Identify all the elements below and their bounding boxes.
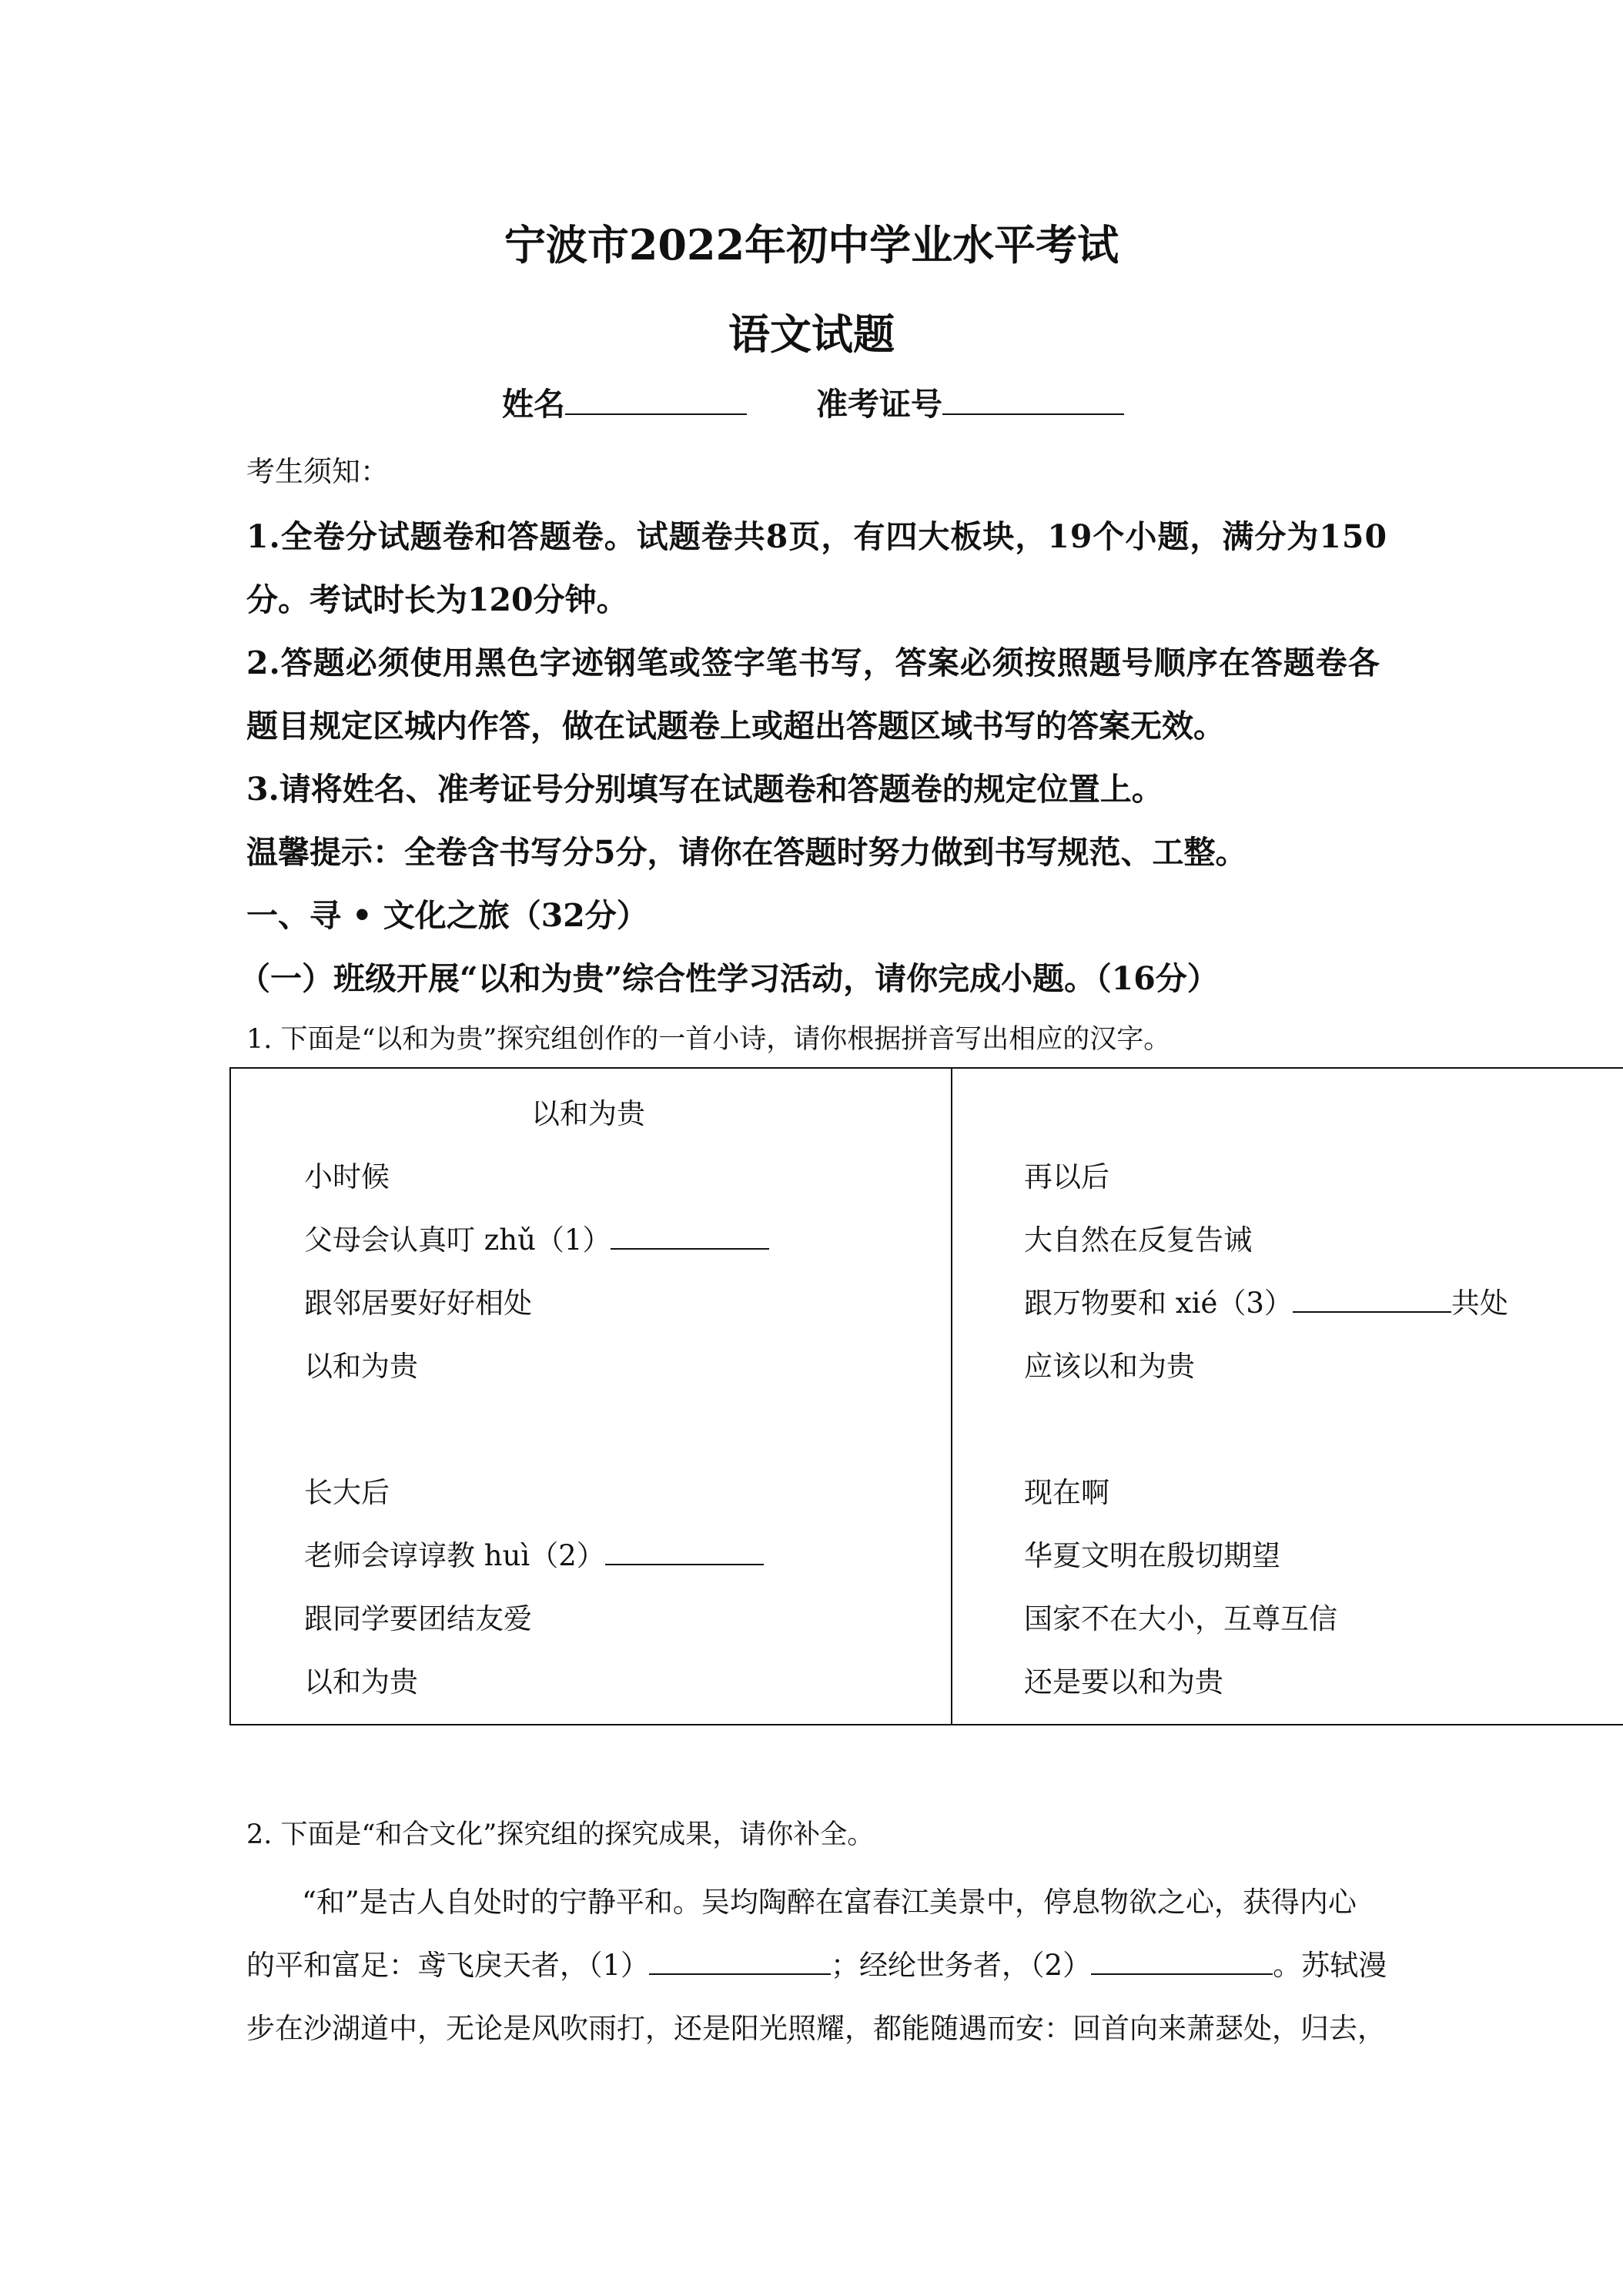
q1-prompt: 1. 下面是“以和为贵”探究组创作的一首小诗，请你根据拼音写出相应的汉字。 xyxy=(246,1024,1171,1055)
poem-right-line-3 xyxy=(1024,1280,1508,1321)
answer-blank-3[interactable] xyxy=(1293,1288,1451,1313)
q2-prompt: 2. 下面是“和合文化”探究组的探究成果，请你补全。 xyxy=(246,1819,875,1850)
poem-right-line-4: 应该以和为贵 xyxy=(1024,1350,1195,1383)
answer-blank-2[interactable] xyxy=(605,1541,764,1565)
q2-line2-part-c: 。苏轼漫 xyxy=(1273,1949,1387,1982)
notice-item2-line2: 题目规定区城内作答，做在试题卷上或超出答题区域书写的答案无效。 xyxy=(246,708,1225,745)
poem-right-line-8: 还是要以和为贵 xyxy=(1024,1665,1223,1699)
q2-line2-part-a: 的平和富足：鸢飞戾天者，（1） xyxy=(246,1949,650,1982)
poem-right-line-5: 现在啊 xyxy=(1024,1476,1109,1509)
notice-item2-line1: 2.答题必须使用黑色字迹钢笔或签字笔书写，答案必须按照题号顺序在答题卷各 xyxy=(246,644,1380,681)
exam-title: 宁波市2022年初中学业水平考试 xyxy=(504,220,1119,269)
poem-table-divider xyxy=(951,1067,952,1725)
q2-paragraph-line-1: “和”是古人自处时的宁静平和。吴均陶醉在富春江美景中，停息物欲之心，获得内心 xyxy=(302,1886,1357,1919)
name-field-row xyxy=(502,379,747,424)
poem-right-line-7: 国家不在大小，互尊互信 xyxy=(1024,1602,1337,1635)
id-field-row xyxy=(816,379,1124,424)
name-blank[interactable] xyxy=(565,390,747,415)
q2-paragraph-line-3: 步在沙湖道中，无论是风吹雨打，还是阳光照耀，都能随遇而安：回首向来萧瑟处，归去， xyxy=(246,2012,1386,2045)
notice-item3: 3.请将姓名、准考证号分别填写在试题卷和答题卷的规定位置上。 xyxy=(246,771,1163,808)
section1-heading: 一、寻 • 文化之旅（32分） xyxy=(246,897,648,934)
id-blank[interactable] xyxy=(942,390,1124,415)
poem-left-line-5: 长大后 xyxy=(304,1476,390,1509)
poem-left-line-2 xyxy=(304,1217,769,1258)
notice-item1-line1: 1.全卷分试题卷和答题卷。试题卷共8页，有四大板块，19个小题，满分为150 xyxy=(246,518,1387,555)
poem-left-line-6 xyxy=(304,1532,764,1574)
notice-item1-line2: 分。考试时长为120分钟。 xyxy=(246,581,628,618)
poem-left-line-4: 以和为贵 xyxy=(304,1350,418,1383)
poem-title: 以和为贵 xyxy=(531,1097,645,1130)
poem-right-line-6: 华夏文明在殷切期望 xyxy=(1024,1539,1280,1572)
notice-tip: 温馨提示：全卷含书写分5分，请你在答题时努力做到书写规范、工整。 xyxy=(246,834,1247,871)
exam-subtitle: 语文试题 xyxy=(728,310,895,359)
q2-answer-blank-1[interactable] xyxy=(649,1950,831,1975)
name-label: 姓名 xyxy=(502,386,565,423)
poem-left-line-6-text: 老师会谆谆教 huì（2） xyxy=(304,1539,605,1572)
notice-heading: 考生须知： xyxy=(246,455,389,488)
poem-right-line-2: 大自然在反复告诫 xyxy=(1024,1223,1252,1257)
q2-answer-blank-2[interactable] xyxy=(1091,1950,1273,1975)
poem-right-line-3-tail: 共处 xyxy=(1451,1287,1508,1320)
poem-left-line-3: 跟邻居要好好相处 xyxy=(304,1287,532,1320)
section1-sub-heading: （一）班级开展“以和为贵”综合性学习活动，请你完成小题。（16分） xyxy=(239,960,1219,997)
poem-right-line-1: 再以后 xyxy=(1024,1160,1109,1193)
poem-left-line-7: 跟同学要团结友爱 xyxy=(304,1602,532,1635)
poem-left-line-8: 以和为贵 xyxy=(304,1665,418,1699)
answer-blank-1[interactable] xyxy=(611,1225,769,1250)
poem-left-line-2-text: 父母会认真叮 zhǔ（1） xyxy=(304,1223,611,1257)
poem-left-line-1: 小时候 xyxy=(304,1160,390,1193)
id-label: 准考证号 xyxy=(816,386,942,423)
q2-line2-part-b: ；经纶世务者，（2） xyxy=(831,1949,1092,1982)
q2-paragraph-line-2 xyxy=(246,1942,1387,1983)
poem-right-line-3-text: 跟万物要和 xié（3） xyxy=(1024,1287,1293,1320)
